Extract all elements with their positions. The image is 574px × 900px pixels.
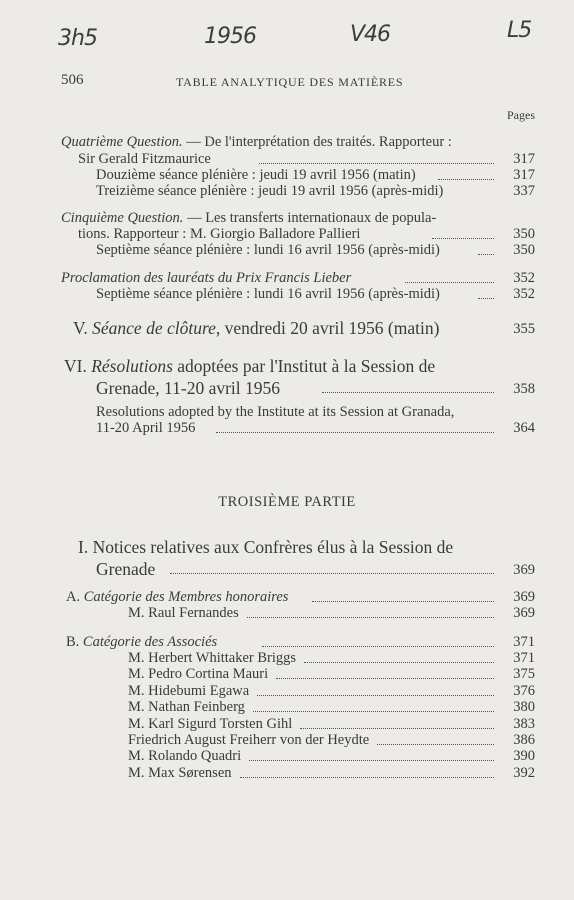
page-ref: 350 bbox=[513, 242, 535, 258]
page-ref: 376 bbox=[513, 682, 535, 699]
category-a-label: A. bbox=[66, 589, 81, 605]
page-ref: 392 bbox=[513, 764, 535, 781]
member-name: M. Hidebumi Egawa bbox=[128, 682, 250, 699]
q5-session-7: Septième séance plénière : lundi 16 avril 1956 (après-midi) bbox=[96, 242, 440, 258]
page-ref: 383 bbox=[513, 715, 535, 732]
toc-entry-lieber-session bbox=[0, 286, 574, 304]
section-vi-english-2: 11-20 April 1956 bbox=[96, 420, 196, 436]
toc-entry-q5-session bbox=[0, 242, 574, 260]
page-ref: 371 bbox=[513, 650, 535, 666]
dot-leader bbox=[432, 238, 494, 239]
page-ref: 371 bbox=[513, 634, 535, 650]
page-ref: 355 bbox=[513, 321, 535, 337]
member-name: M. Karl Sigurd Torsten Gihl bbox=[128, 715, 293, 732]
part-heading: TROISIÈME PARTIE bbox=[218, 494, 356, 510]
member-entry bbox=[0, 765, 574, 783]
dot-leader bbox=[405, 282, 494, 283]
dot-leader bbox=[312, 601, 494, 602]
member-name: M. Raul Fernandes bbox=[128, 605, 239, 621]
member-name: M. Rolando Quadri bbox=[128, 748, 242, 765]
handwritten-note-3: V46 bbox=[350, 22, 391, 47]
dot-leader bbox=[262, 646, 494, 647]
section-vi-rest: adoptées par l'Institut à la Session de bbox=[172, 356, 436, 376]
page-ref: 317 bbox=[513, 167, 535, 183]
q4-rapporteur: Sir Gerald Fitzmaurice bbox=[78, 151, 211, 167]
member-entry bbox=[0, 716, 574, 734]
dot-leader bbox=[247, 617, 494, 618]
section-vi-num: VI. bbox=[64, 356, 87, 376]
part3-i-line2: Grenade bbox=[96, 559, 156, 579]
q5-title-rest: — Les transferts internationaux de popula- bbox=[183, 210, 437, 226]
section-vi-line2: Grenade, 11-20 avril 1956 bbox=[96, 378, 281, 398]
member-entry bbox=[0, 650, 574, 668]
page-ref: 369 bbox=[513, 589, 535, 605]
member-name: M. Herbert Whittaker Briggs bbox=[128, 650, 297, 666]
toc-section-vi-line2 bbox=[0, 378, 574, 400]
dot-leader bbox=[259, 163, 494, 164]
category-b-label: B. bbox=[66, 634, 80, 650]
q5-rapporteur: tions. Rapporteur : M. Giorgio Balladore Pallieri bbox=[78, 226, 361, 242]
page-ref: 386 bbox=[513, 732, 535, 748]
dot-leader bbox=[377, 744, 494, 745]
member-name: Friedrich August Freiherr von der Heydte bbox=[128, 732, 370, 748]
dot-leader bbox=[249, 760, 494, 761]
member-entry bbox=[0, 683, 574, 701]
q4-title-rest: — De l'interprétation des traités. Rapporteur : bbox=[182, 134, 452, 150]
section-vi-english-1: Resolutions adopted by the Institute at its Session at Granada, bbox=[96, 404, 455, 420]
dot-leader bbox=[170, 573, 494, 574]
toc-part3-i bbox=[0, 537, 574, 559]
page-ref: 380 bbox=[513, 699, 535, 716]
toc-entry-q4-session2 bbox=[0, 183, 574, 201]
section-v-rest: , vendredi 20 avril 1956 (matin) bbox=[215, 318, 440, 338]
page-ref: 352 bbox=[513, 270, 535, 286]
toc-section-vi bbox=[0, 356, 574, 378]
dot-leader bbox=[478, 298, 494, 299]
handwritten-note-2: 1956 bbox=[204, 24, 256, 49]
dot-leader bbox=[253, 711, 494, 712]
member-name: M. Nathan Feinberg bbox=[128, 699, 245, 716]
page-ref: 390 bbox=[513, 748, 535, 765]
toc-part3-i-line2 bbox=[0, 559, 574, 581]
section-v-num: V. bbox=[73, 318, 88, 338]
part3-i-num: I. bbox=[78, 537, 89, 557]
page-ref: 358 bbox=[513, 381, 535, 397]
dot-leader bbox=[257, 695, 494, 696]
toc-section-v bbox=[0, 318, 574, 340]
part3-i-line1: Notices relatives aux Confrères élus à la Session de bbox=[92, 537, 454, 557]
dot-leader bbox=[304, 662, 494, 663]
member-entry bbox=[0, 732, 574, 750]
dot-leader bbox=[276, 678, 494, 679]
page-ref: 337 bbox=[513, 183, 535, 199]
member-name: M. Max Sørensen bbox=[128, 764, 232, 781]
category-a-title: Catégorie des Membres honoraires bbox=[83, 589, 289, 605]
dot-leader bbox=[322, 392, 494, 393]
handwritten-note-1: 3h5 bbox=[58, 26, 97, 51]
category-b-title: Catégorie des Associés bbox=[82, 634, 218, 650]
page-ref: 364 bbox=[513, 420, 535, 436]
q4-title: Quatrième Question. bbox=[61, 134, 183, 150]
running-title: TABLE ANALYTIQUE DES MATIÈRES bbox=[176, 75, 404, 89]
page-ref: 350 bbox=[513, 226, 535, 242]
lieber-session-7: Septième séance plénière : lundi 16 avril 1956 (après-midi) bbox=[96, 286, 440, 302]
page-number: 506 bbox=[61, 72, 84, 88]
dot-leader bbox=[216, 432, 494, 433]
section-v-title: Séance de clôture bbox=[92, 318, 216, 338]
page-ref: 369 bbox=[513, 562, 535, 578]
pages-label: Pages bbox=[507, 108, 535, 122]
dot-leader bbox=[438, 179, 494, 180]
member-name: M. Pedro Cortina Mauri bbox=[128, 666, 269, 683]
member-entry bbox=[0, 699, 574, 717]
member-entry bbox=[0, 666, 574, 684]
page-ref: 375 bbox=[513, 666, 535, 683]
page-ref: 317 bbox=[513, 151, 535, 167]
dot-leader bbox=[300, 728, 494, 729]
dot-leader bbox=[478, 254, 494, 255]
section-vi-title: Résolutions bbox=[91, 356, 173, 376]
handwritten-note-4: L5 bbox=[507, 18, 532, 43]
member-entry bbox=[0, 748, 574, 766]
lieber-title: Proclamation des lauréats du Prix Francis Lieber bbox=[61, 270, 352, 286]
toc-section-vi-english-2 bbox=[0, 420, 574, 438]
page-ref: 369 bbox=[513, 605, 535, 621]
toc-entry-q4-title bbox=[0, 134, 574, 152]
page-ref: 352 bbox=[513, 286, 535, 302]
q5-title: Cinquième Question. bbox=[61, 210, 184, 226]
member-entry bbox=[0, 605, 574, 623]
q4-session-12: Douzième séance plénière : jeudi 19 avril 1956 (matin) bbox=[96, 167, 416, 183]
q4-session-13: Treizième séance plénière : jeudi 19 avril 1956 (après-midi) bbox=[96, 183, 444, 199]
dot-leader bbox=[240, 777, 494, 778]
